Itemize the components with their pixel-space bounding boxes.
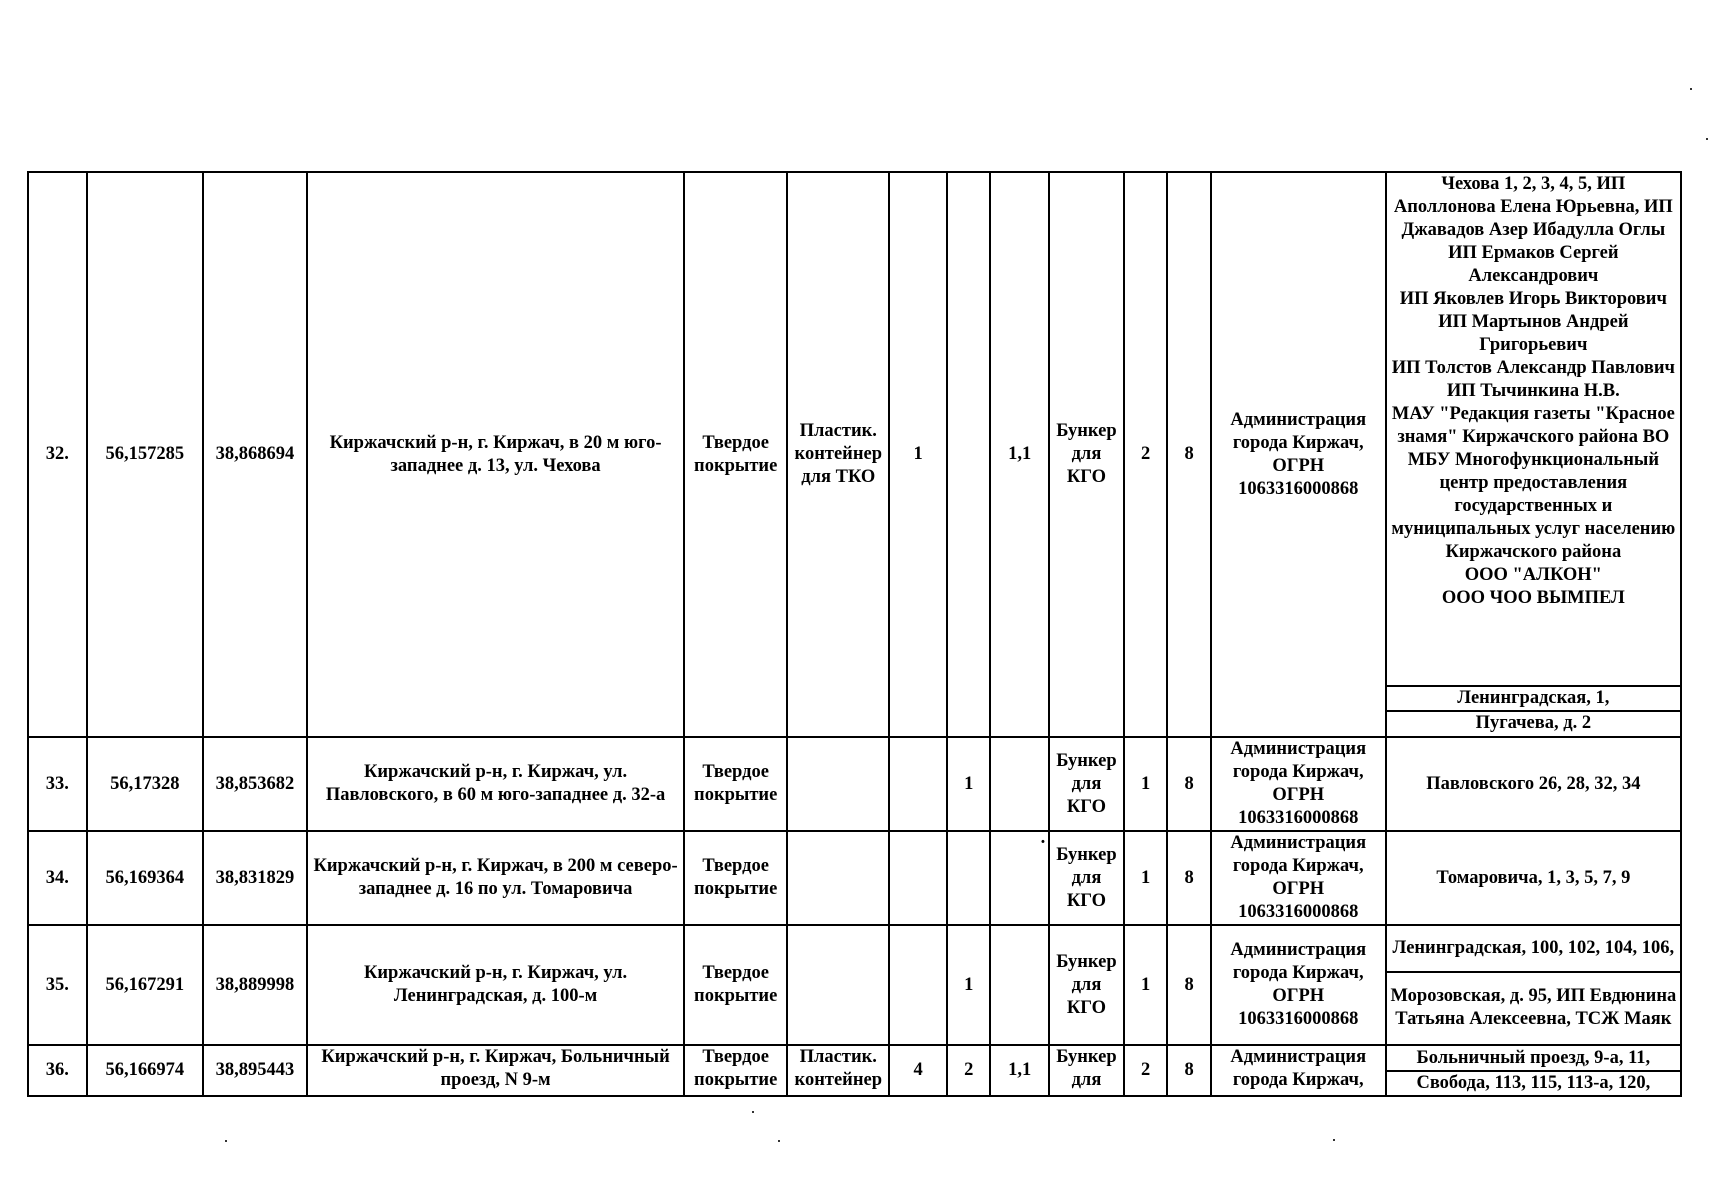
address-cell: Киржачский р-н, г. Киржач, в 20 м юго-западнее д. 13, ул. Чехова — [307, 172, 684, 737]
owner-cell: Администрация города Киржач, ОГРН 1063316000868 — [1211, 831, 1386, 925]
owner-cell: Администрация города Киржач, ОГРН 1063316000868 — [1211, 172, 1386, 737]
container-type-cell: Пластик. контейнер — [787, 1045, 889, 1096]
scan-speck — [752, 1111, 754, 1113]
bunker-count-cell: 1 — [1124, 831, 1167, 925]
address-cell: Киржачский р-н, г. Киржач, в 200 м северо-западнее д. 16 по ул. Томаровича — [307, 831, 684, 925]
longitude-cell: 38,831829 — [203, 831, 307, 925]
waste-generator-entry: Томаровича, 1, 3, 5, 7, 9 — [1386, 831, 1681, 925]
address-cell: Киржачский р-н, г. Киржач, Больничный проезд, N 9-м — [307, 1045, 684, 1096]
container-count-planned-cell: 1 — [947, 925, 990, 1045]
surface-cell: Твердое покрытие — [684, 831, 787, 925]
longitude-cell: 38,853682 — [203, 737, 307, 831]
bunker-volume-cell: 8 — [1167, 831, 1210, 925]
table-row — [28, 1045, 1681, 1096]
latitude-cell: 56,167291 — [87, 925, 203, 1045]
scan-speck — [1690, 88, 1692, 90]
container-count-cell: 1 — [889, 172, 947, 737]
scan-speck — [778, 1140, 780, 1142]
table-row — [28, 737, 1681, 831]
bunker-count-cell: 2 — [1124, 1045, 1167, 1096]
surface-cell: Твердое покрытие — [684, 1045, 787, 1096]
bunker-count-cell: 2 — [1124, 172, 1167, 737]
bunker-cell: Бункер для КГО — [1049, 737, 1124, 831]
bunker-volume-cell: 8 — [1167, 925, 1210, 1045]
container-volume-cell — [990, 925, 1049, 1045]
container-count-planned-cell — [947, 172, 990, 737]
container-volume-cell: · — [990, 831, 1049, 925]
row-number: 33. — [28, 737, 87, 831]
address-cell: Киржачский р-н, г. Киржач, ул. Ленинградская, д. 100-м — [307, 925, 684, 1045]
bunker-cell: Бункер для КГО — [1049, 172, 1124, 737]
scan-speck — [225, 1140, 227, 1142]
row-number: 34. — [28, 831, 87, 925]
surface-cell: Твердое покрытие — [684, 925, 787, 1045]
owner-cell: Администрация города Киржач, ОГРН 1063316000868 — [1211, 925, 1386, 1045]
row-number: 35. — [28, 925, 87, 1045]
bunker-cell: Бункер для КГО — [1049, 831, 1124, 925]
container-count-cell — [889, 831, 947, 925]
waste-generator-entry: Ленинградская, 100, 102, 104, 106, — [1392, 938, 1675, 958]
waste-generator-entry: Пугачева, д. 2 — [1387, 711, 1680, 735]
waste-generators-list — [1387, 926, 1680, 1042]
container-volume-cell: 1,1 — [990, 1045, 1049, 1096]
container-volume-cell: 1,1 — [990, 172, 1049, 737]
container-count-cell — [889, 925, 947, 1045]
waste-generator-entry: Павловского 26, 28, 32, 34 — [1386, 737, 1681, 831]
bunker-count-cell: 1 — [1124, 737, 1167, 831]
bunker-cell: Бункер для — [1049, 1045, 1124, 1096]
container-type-cell: Пластик. контейнер для ТКО — [787, 172, 889, 737]
row-number: 36. — [28, 1045, 87, 1096]
register-table — [27, 171, 1682, 1097]
bunker-cell: Бункер для КГО — [1049, 925, 1124, 1045]
waste-generator-entry: Морозовская, д. 95, ИП Евдюнина Татьяна Алексеевна, ТСЖ Маяк — [1387, 972, 1680, 1042]
table-row — [28, 831, 1681, 925]
table-row — [28, 925, 1681, 1045]
latitude-cell: 56,169364 — [87, 831, 203, 925]
scan-speck — [1333, 1139, 1335, 1141]
waste-generators-cell — [1386, 172, 1681, 737]
bunker-volume-cell: 8 — [1167, 1045, 1210, 1096]
owner-cell: Администрация города Киржач, ОГРН 1063316000868 — [1211, 737, 1386, 831]
waste-generators-list — [1387, 1046, 1680, 1095]
waste-generators-list — [1387, 173, 1680, 735]
container-count-planned-cell: 1 — [947, 737, 990, 831]
scan-speck — [1706, 138, 1708, 140]
row-number: 32. — [28, 172, 87, 737]
latitude-cell: 56,17328 — [87, 737, 203, 831]
bunker-volume-cell: 8 — [1167, 172, 1210, 737]
latitude-cell: 56,166974 — [87, 1045, 203, 1096]
waste-generator-entry: Больничный проезд, 9-а, 11, — [1416, 1047, 1651, 1068]
waste-generators-cell — [1386, 1045, 1681, 1096]
container-count-cell: 4 — [889, 1045, 947, 1096]
address-cell: Киржачский р-н, г. Киржач, ул. Павловского, в 60 м юго-западнее д. 32-а — [307, 737, 684, 831]
container-count-planned-cell — [947, 831, 990, 925]
longitude-cell: 38,895443 — [203, 1045, 307, 1096]
waste-generator-entry: Свобода, 113, 115, 113-а, 120, — [1387, 1071, 1680, 1095]
container-count-planned-cell: 2 — [947, 1045, 990, 1096]
container-type-cell — [787, 737, 889, 831]
waste-generators-cell — [1386, 925, 1681, 1045]
longitude-cell: 38,868694 — [203, 172, 307, 737]
owner-cell: Администрация города Киржач, — [1211, 1045, 1386, 1096]
bunker-volume-cell: 8 — [1167, 737, 1210, 831]
waste-generator-entry: Чехова 1, 2, 3, 4, 5, ИП Аполлонова Елена Юрьевна, ИП Джавадов Азер Ибадулла Оглы ИП Ермаков Сергей Александрович ИП Яковлев Игорь Викторович ИП Мартынов Андрей Григорьевич ИП Толстов Александр Павлович ИП Тычинкина Н.В. МАУ "Редакция газеты "Красное знамя" Киржачского района ВО МБУ Многофункциональный центр предоставления государственных и муниципальных услуг населению Киржачского района ООО "АЛКОН" ООО ЧОО ВЫМПЕЛ — [1391, 174, 1676, 608]
surface-cell: Твердое покрытие — [684, 737, 787, 831]
container-type-cell — [787, 831, 889, 925]
container-type-cell — [787, 925, 889, 1045]
latitude-cell: 56,157285 — [87, 172, 203, 737]
surface-cell: Твердое покрытие — [684, 172, 787, 737]
bunker-count-cell: 1 — [1124, 925, 1167, 1045]
container-volume-cell — [990, 737, 1049, 831]
container-count-cell — [889, 737, 947, 831]
table-row — [28, 172, 1681, 737]
waste-generator-entry: Ленинградская, 1, — [1387, 686, 1680, 711]
longitude-cell: 38,889998 — [203, 925, 307, 1045]
